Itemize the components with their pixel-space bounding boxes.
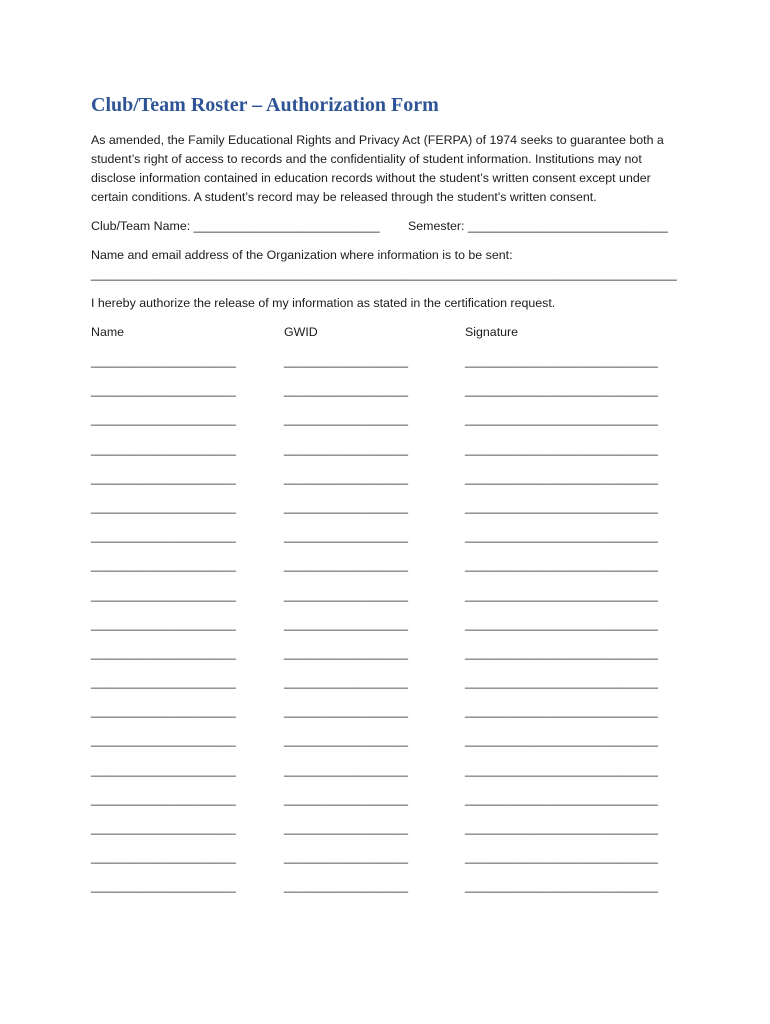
gwid-blank[interactable]: __________________	[284, 791, 409, 806]
roster-row	[91, 877, 691, 906]
signature-blank[interactable]: ____________________________	[465, 850, 658, 865]
name-blank[interactable]: _____________________	[91, 412, 236, 427]
gwid-blank[interactable]: __________________	[284, 529, 409, 544]
gwid-blank[interactable]: __________________	[284, 733, 409, 748]
roster-row	[91, 644, 691, 673]
club-team-blank[interactable]: ___________________________	[193, 219, 380, 233]
gwid-blank[interactable]: __________________	[284, 558, 409, 573]
roster-row	[91, 381, 691, 410]
gwid-blank[interactable]: __________________	[284, 587, 409, 602]
signature-blank[interactable]: ____________________________	[465, 733, 658, 748]
signature-blank[interactable]: ____________________________	[465, 791, 658, 806]
name-blank[interactable]: _____________________	[91, 675, 236, 690]
club-team-field	[91, 217, 408, 236]
name-blank[interactable]: _____________________	[91, 441, 236, 456]
roster-row	[91, 848, 691, 877]
signature-blank[interactable]: ____________________________	[465, 675, 658, 690]
gwid-blank[interactable]: __________________	[284, 441, 409, 456]
gwid-blank[interactable]: __________________	[284, 412, 409, 427]
name-blank[interactable]: _____________________	[91, 704, 236, 719]
gwid-blank[interactable]: __________________	[284, 470, 409, 485]
signature-blank[interactable]: ____________________________	[465, 645, 658, 660]
semester-field	[408, 217, 668, 236]
roster-row	[91, 498, 691, 527]
name-blank[interactable]: _____________________	[91, 879, 236, 894]
name-blank[interactable]: _____________________	[91, 499, 236, 514]
signature-column-header: Signature	[465, 325, 519, 339]
signature-blank[interactable]: ____________________________	[465, 412, 658, 427]
signature-blank[interactable]: ____________________________	[465, 587, 658, 602]
name-blank[interactable]: _____________________	[91, 733, 236, 748]
signature-blank[interactable]: ____________________________	[465, 529, 658, 544]
roster-row	[91, 440, 691, 469]
ferpa-intro-paragraph: As amended, the Family Educational Rights and Privacy Act (FERPA) of 1974 seeks to guarantee both a student’s right of access to records and the confidentiality of student information. Institutions may not disclose information contained in education records without the student’s written consent except under certain conditions. A student’s record may be released through the student's written consent.	[91, 133, 664, 204]
signature-blank[interactable]: ____________________________	[465, 383, 658, 398]
name-blank[interactable]: _____________________	[91, 850, 236, 865]
signature-blank[interactable]: ____________________________	[465, 470, 658, 485]
signature-blank[interactable]: ____________________________	[465, 616, 658, 631]
roster-row	[91, 702, 691, 731]
signature-blank[interactable]: ____________________________	[465, 441, 658, 456]
roster-row	[91, 761, 691, 790]
name-blank[interactable]: _____________________	[91, 470, 236, 485]
name-blank[interactable]: _____________________	[91, 791, 236, 806]
gwid-blank[interactable]: __________________	[284, 645, 409, 660]
name-blank[interactable]: _____________________	[91, 762, 236, 777]
signature-blank[interactable]: ____________________________	[465, 762, 658, 777]
gwid-column-header: GWID	[284, 325, 318, 339]
name-blank[interactable]: _____________________	[91, 354, 236, 368]
gwid-blank[interactable]: __________________	[284, 383, 409, 398]
semester-blank[interactable]: _____________________________	[467, 219, 668, 233]
gwid-blank[interactable]: __________________	[284, 616, 409, 631]
signature-blank[interactable]: ____________________________	[465, 704, 658, 719]
name-blank[interactable]: _____________________	[91, 558, 236, 573]
signature-blank[interactable]: ____________________________	[465, 354, 658, 368]
club-team-label: Club/Team Name:	[91, 219, 191, 233]
authorization-statement: I hereby authorize the release of my information as stated in the certification request.	[91, 296, 556, 310]
signature-blank[interactable]: ____________________________	[465, 821, 658, 835]
name-blank[interactable]: _____________________	[91, 616, 236, 631]
name-blank[interactable]: _____________________	[91, 529, 236, 544]
roster-row	[91, 410, 691, 439]
club-semester-row	[91, 217, 691, 236]
gwid-blank[interactable]: __________________	[284, 850, 409, 865]
roster-row	[91, 586, 691, 615]
roster-row	[91, 673, 691, 702]
name-blank[interactable]: _____________________	[91, 383, 236, 398]
organization-blank[interactable]: _____________________________________________________________________________________	[91, 267, 677, 281]
gwid-blank[interactable]: __________________	[284, 704, 409, 719]
gwid-blank[interactable]: __________________	[284, 499, 409, 514]
signature-blank[interactable]: ____________________________	[465, 558, 658, 573]
roster-row	[91, 556, 691, 585]
signature-blank[interactable]: ____________________________	[465, 879, 658, 894]
name-column-header: Name	[91, 325, 125, 339]
roster-row	[91, 615, 691, 644]
gwid-blank[interactable]: __________________	[284, 879, 409, 894]
gwid-blank[interactable]: __________________	[284, 354, 409, 368]
gwid-blank[interactable]: __________________	[284, 675, 409, 690]
roster-row	[91, 790, 691, 819]
semester-label: Semester:	[408, 219, 465, 233]
roster-form	[91, 92, 691, 907]
name-blank[interactable]: _____________________	[91, 645, 236, 660]
roster-row	[91, 819, 691, 848]
roster-row	[91, 731, 691, 760]
roster-row	[91, 352, 691, 381]
signature-blank[interactable]: ____________________________	[465, 499, 658, 514]
organization-label: Name and email address of the Organization where information is to be sent:	[91, 248, 513, 262]
roster-row	[91, 527, 691, 556]
name-blank[interactable]: _____________________	[91, 821, 236, 835]
roster-rows	[91, 352, 691, 907]
form-title: Club/Team Roster – Authorization Form	[91, 94, 439, 116]
name-blank[interactable]: _____________________	[91, 587, 236, 602]
roster-row	[91, 469, 691, 498]
roster-header	[91, 323, 691, 342]
gwid-blank[interactable]: __________________	[284, 821, 409, 835]
gwid-blank[interactable]: __________________	[284, 762, 409, 777]
